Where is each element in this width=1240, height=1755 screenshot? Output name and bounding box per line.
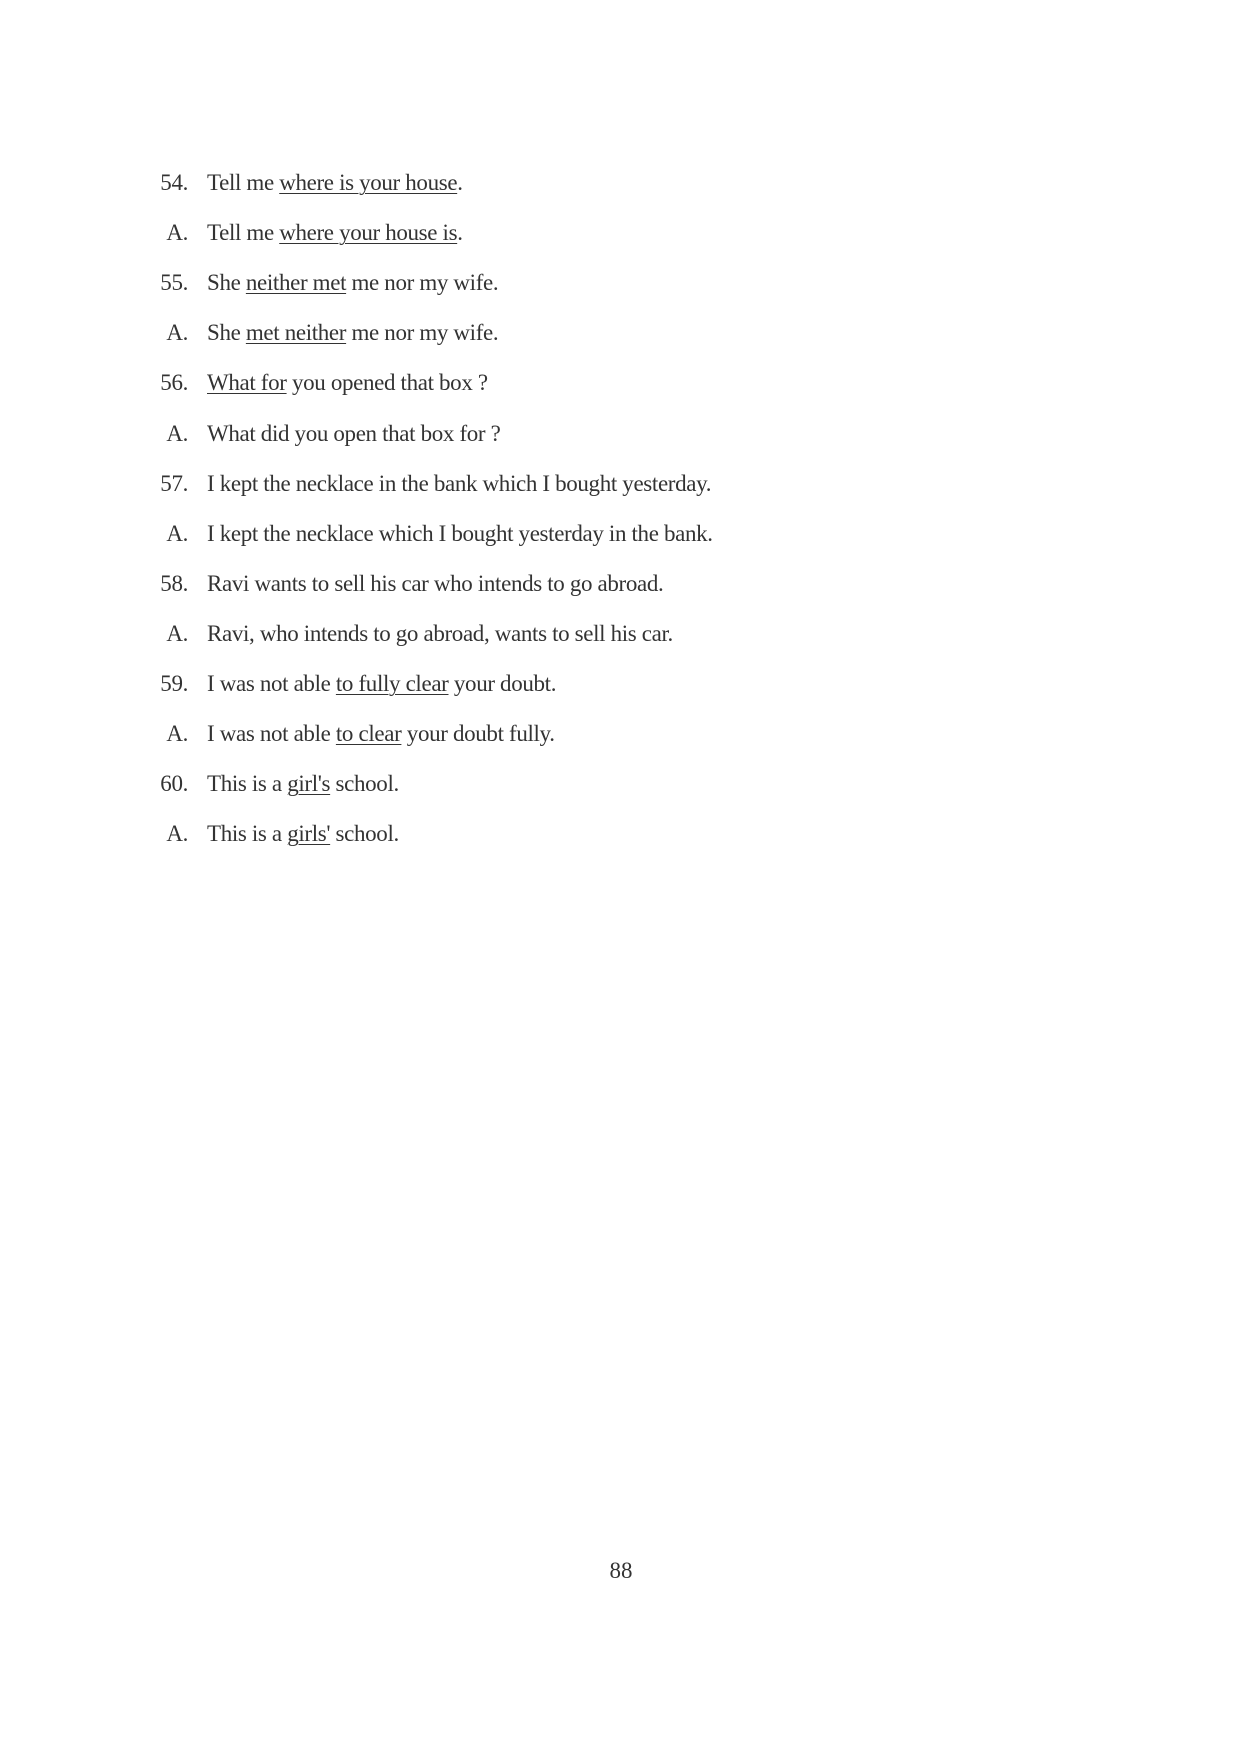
text-segment: you opened that box ? [286, 370, 488, 395]
underlined-phrase: where your house is [279, 220, 458, 245]
question-number: 55. [160, 270, 188, 295]
question-text [207, 566, 663, 602]
question-number: 58. [160, 571, 188, 596]
text-segment: I kept the necklace which I bought yesterday in the bank. [207, 521, 713, 546]
question-text [207, 666, 556, 702]
answer-text [207, 616, 673, 652]
text-segment: me nor my wife. [346, 270, 499, 295]
answer-line [0, 215, 1240, 251]
question-line [0, 365, 1240, 401]
answer-marker: A. [166, 220, 188, 245]
answer-marker: A. [166, 821, 188, 846]
question-number: 60. [160, 771, 188, 796]
underlined-phrase: girls' [287, 821, 331, 846]
text-segment: This is a [207, 771, 288, 796]
question-line [0, 466, 1240, 502]
question-line [0, 666, 1240, 702]
text-segment: . [457, 220, 463, 245]
text-segment: your doubt. [448, 671, 557, 696]
underlined-phrase: to fully clear [335, 671, 449, 696]
answer-line [0, 616, 1240, 652]
text-segment: I kept the necklace in the bank which I bought yesterday. [207, 471, 712, 496]
answer-text [207, 816, 399, 852]
text-segment: Ravi, who intends to go abroad, wants to sell his car. [207, 621, 673, 646]
answer-line [0, 516, 1240, 552]
text-segment: Ravi wants to sell his car who intends to go abroad. [207, 571, 664, 596]
underlined-phrase: to clear [335, 721, 402, 746]
text-segment: I was not able [207, 721, 336, 746]
text-segment: What did you open that box for ? [207, 421, 501, 446]
question-line [0, 566, 1240, 602]
answer-marker: A. [166, 621, 188, 646]
answer-line [0, 315, 1240, 351]
page-number: 88 [609, 1558, 633, 1583]
answer-marker: A. [166, 721, 188, 746]
answer-marker: A. [166, 521, 188, 546]
question-text [207, 165, 463, 201]
answer-text [207, 416, 500, 452]
answer-line [0, 716, 1240, 752]
answer-marker: A. [166, 421, 188, 446]
answer-line [0, 816, 1240, 852]
underlined-phrase: where is your house [279, 170, 458, 195]
text-segment: school. [330, 821, 399, 846]
question-number: 57. [160, 471, 188, 496]
answer-line [0, 416, 1240, 452]
text-segment: school. [330, 771, 399, 796]
question-line [0, 265, 1240, 301]
question-number: 54. [160, 170, 188, 195]
answer-text [207, 716, 555, 752]
answer-text [207, 315, 498, 351]
answer-text [207, 215, 463, 251]
text-segment: She [207, 270, 246, 295]
question-line [0, 766, 1240, 802]
underlined-phrase: neither met [245, 270, 347, 295]
text-segment: Tell me [207, 170, 280, 195]
text-segment: . [457, 170, 463, 195]
underlined-phrase: met neither [245, 320, 347, 345]
question-text [207, 766, 399, 802]
answer-text [207, 516, 713, 552]
question-number: 59. [160, 671, 188, 696]
question-number: 56. [160, 370, 188, 395]
text-segment: me nor my wife. [346, 320, 499, 345]
text-segment: your doubt fully. [401, 721, 555, 746]
answer-marker: A. [166, 320, 188, 345]
text-segment: I was not able [207, 671, 336, 696]
underlined-phrase: girl's [287, 771, 331, 796]
question-text [207, 265, 498, 301]
text-segment: Tell me [207, 220, 280, 245]
question-text [207, 466, 711, 502]
underlined-phrase: What for [207, 370, 287, 395]
question-line [0, 165, 1240, 201]
text-segment: She [207, 320, 246, 345]
text-segment: This is a [207, 821, 288, 846]
question-text [207, 365, 488, 401]
